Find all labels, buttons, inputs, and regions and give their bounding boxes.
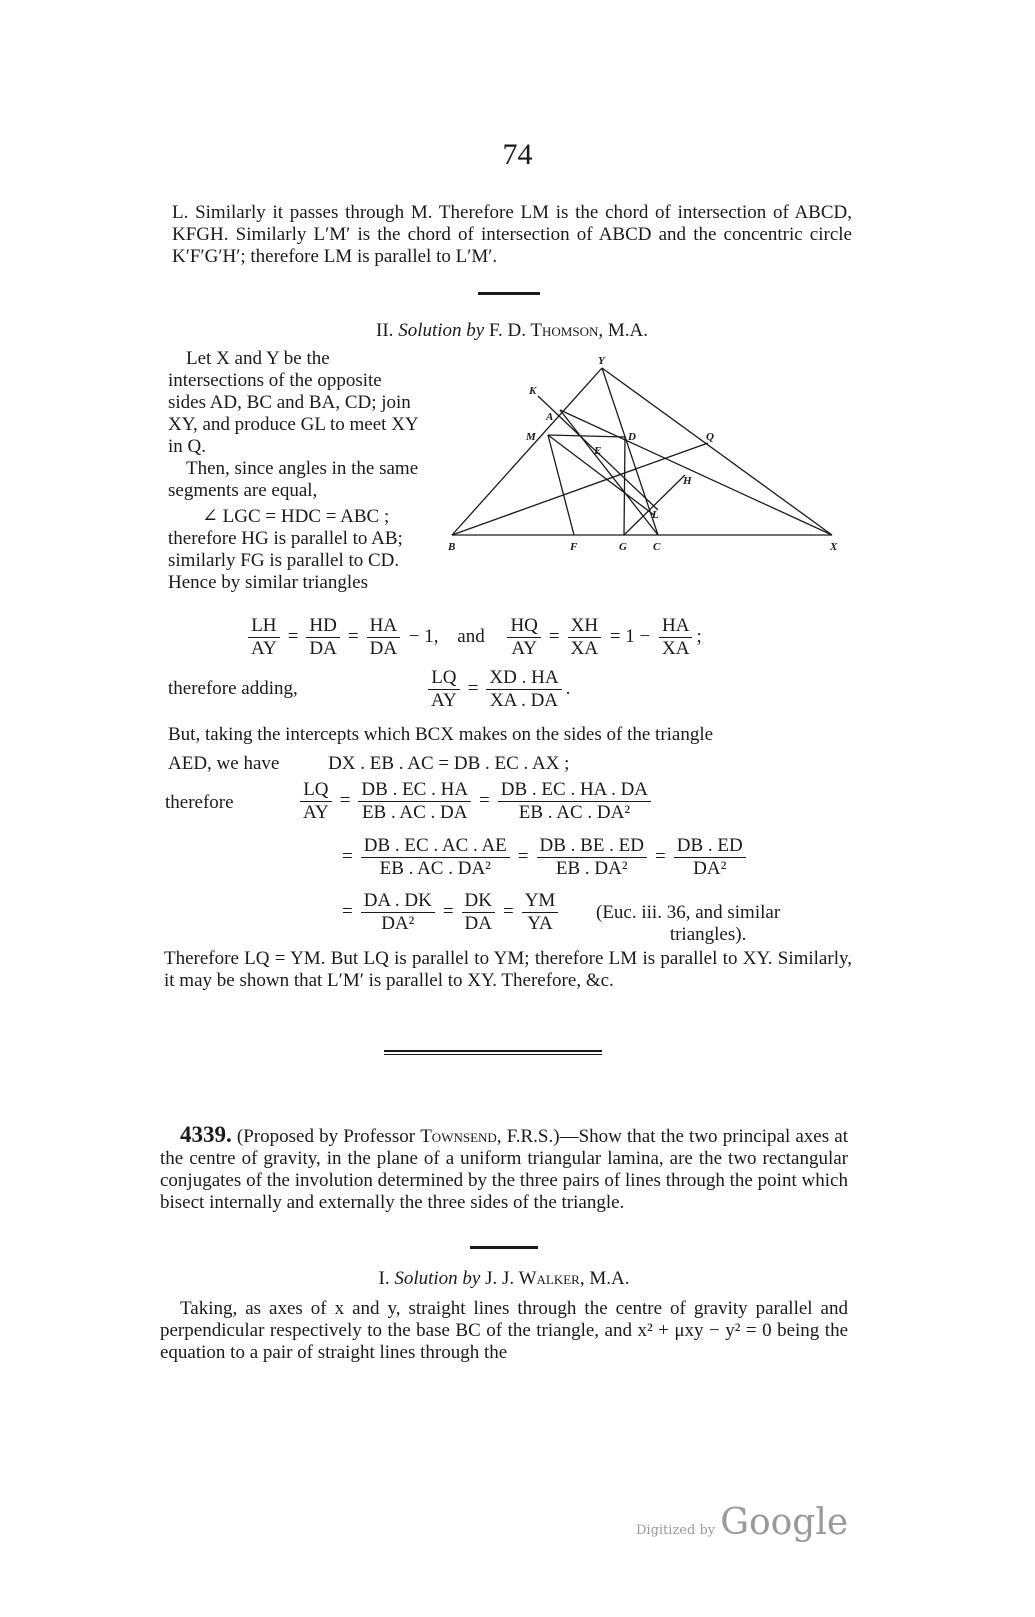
line-BY <box>452 368 602 535</box>
solution1-degree: M.A. <box>589 1268 630 1289</box>
section-rule <box>478 292 540 295</box>
eq1-t5d: XA <box>570 638 599 659</box>
eq2-ld: AY <box>431 690 457 711</box>
eq2-rd: XA . DA <box>489 690 559 711</box>
eq1-end: ; <box>696 625 702 647</box>
conclusion-paragraph: Therefore LQ = YM. But LQ is parallel to YM; therefore LM is parallel to XY. Similarly, it may be shown that L′M′ is parallel to XY. Therefore, &c. <box>164 948 852 991</box>
euclid-note-line1: (Euc. iii. 36, and similar <box>596 902 781 923</box>
left-col-p4: Hence by similar triangles <box>168 572 368 593</box>
double-rule <box>384 1050 602 1055</box>
problem-proposer: Townsend, <box>420 1126 502 1147</box>
euclid-note <box>596 902 780 946</box>
eq3-f-d: DA² <box>381 913 415 934</box>
label-Q: Q <box>706 431 714 443</box>
line-BQ <box>452 443 708 535</box>
label-A: A <box>546 411 554 423</box>
problem-4339 <box>160 1124 848 1214</box>
aed-lead: AED, we have <box>168 753 280 774</box>
eq3-e-d: DA² <box>693 858 727 879</box>
equation-2-lead: therefore adding, <box>168 678 298 699</box>
problem-number: 4339. <box>180 1122 232 1147</box>
left-col-p1: Let X and Y be the intersections of the opposite sides AD, BC and BA, CD; join XY, and produce GL to meet XY in Q. <box>168 348 418 457</box>
eq1-t4n: HQ <box>507 615 540 638</box>
eq1-t1n: LH <box>248 615 279 638</box>
solution-heading-1 <box>160 1268 848 1290</box>
equation-3-row2: = $\frac{DB . EC . AC . AE}{\text{EB . AC . DA²}}$ = $\frac{DB . BE . ED}{\text{EB . DA²}}$ = $\frac{DB . ED}{\text{DA²}}$ <box>338 835 750 880</box>
euclid-note-line2: triangles). <box>669 924 747 945</box>
line-AX <box>560 410 832 535</box>
solution-numeral: II. <box>376 320 394 341</box>
left-col-p3: therefore HG is parallel to AB; similarly FG is parallel to CD. <box>168 528 403 571</box>
label-K: K <box>529 385 537 397</box>
eq3-a-n: DB . EC . HA <box>358 779 471 802</box>
label-G: G <box>619 541 627 553</box>
line-DG <box>624 437 625 535</box>
eq1-t3n: HA <box>367 615 400 638</box>
problem-text-before: (Proposed by Professor <box>236 1126 416 1147</box>
label-E: E <box>594 445 602 457</box>
label-Y: Y <box>598 355 605 367</box>
solution-heading-2 <box>172 320 852 342</box>
eq3-h-d: YA <box>527 913 553 934</box>
intro-paragraph: L. Similarly it passes through M. Therefore LM is the chord of intersection of ABCD, KFGH. Similarly L′M′ is the chord of intersection of ABCD and the concentric circle K′F′G′H′; therefore LM is parallel to L′M′. <box>172 202 852 267</box>
eq3-h-n: YM <box>522 890 559 913</box>
eq3-c-n: DB . EC . AC . AE <box>361 835 510 858</box>
eq1-t2d: DA <box>309 638 337 659</box>
label-F: F <box>570 541 578 553</box>
eq3-ln: LQ <box>300 779 331 802</box>
line-MF <box>548 435 574 535</box>
label-H: H <box>683 475 692 487</box>
left-col-eq: ∠ LGC = HDC = ABC ; <box>202 506 390 527</box>
eq3-c-d: EB . AC . DA² <box>379 858 491 879</box>
eq1-t2n: HD <box>306 615 339 638</box>
label-L: L <box>652 509 659 521</box>
eq3-g-n: DK <box>462 890 495 913</box>
left-column <box>168 348 420 594</box>
eq2-ln: LQ <box>428 667 459 690</box>
eq1-t6d: XA <box>662 638 690 659</box>
equation-1: $\frac{LH}{AY}$ = $\frac{HD}{DA}$ = $\frac{HA}{DA}$ − 1, and $\frac{HQ}{AY}$ = $\frac{XH}{XA}$ = 1 − $\frac{HA}{XA}$ ; <box>244 615 702 660</box>
line-YX <box>602 368 832 535</box>
eq3-e-n: DB . ED <box>674 835 746 858</box>
eq3-b-n: DB . EC . HA . DA <box>498 779 651 802</box>
eq3-d-n: DB . BE . ED <box>537 835 648 858</box>
eq3-lead: therefore <box>165 792 234 813</box>
label-C: C <box>653 541 661 553</box>
solution1-label: Solution by <box>394 1268 481 1289</box>
eq2-rn: XD . HA <box>486 667 561 690</box>
eq1-t3d: DA <box>369 638 398 659</box>
label-M: M <box>526 431 536 443</box>
eq1-t1d: AY <box>251 638 277 659</box>
eq1-t5n: XH <box>568 615 601 638</box>
problem-text-after: F.R.S.)—Show that the two principal axes at the centre of gravity, in the plane of a uniform triangular lamina, are the two rectangular conjugates of the involution determined by the three pairs of lines through the point which bisect internally and externally the three sides of the triangle. <box>160 1126 849 1213</box>
eq3-ld: AY <box>303 802 329 823</box>
final-paragraph: Taking, as axes of x and y, straight lines through the centre of gravity parallel and perpendicular respectively to the base BC of the triangle, and x² + μxy − y² = 0 being the equation to a pair of straight lines through the <box>160 1298 848 1363</box>
eq3-g-d: DA <box>464 913 492 934</box>
eq3-d-d: EB . DA² <box>555 858 628 879</box>
solution1-author: J. J. Walker, <box>485 1268 585 1289</box>
line-MD <box>548 435 625 437</box>
eq1-t6n: HA <box>659 615 692 638</box>
solution1-numeral: I. <box>378 1268 390 1289</box>
solution-degree: M.A. <box>607 320 648 341</box>
eq1-and: and <box>457 625 485 647</box>
eq1-one-minus: = 1 − <box>609 625 651 647</box>
eq2-end: . <box>565 677 571 699</box>
paragraph-but: But, taking the intercepts which BCX makes on the sides of the triangle <box>168 724 714 745</box>
label-X: X <box>830 541 838 553</box>
solution-author: F. D. Thomson, <box>488 320 604 341</box>
equation-3-row1: $\frac{LQ}{AY}$ = $\frac{DB . EC . HA}{EB . AC . DA}$ = $\frac{DB . EC . HA . DA}{\text{EB . AC . DA²}}$ <box>296 779 655 824</box>
watermark <box>636 1502 848 1543</box>
watermark-brand: Google <box>720 1502 849 1543</box>
eq3-f-n: DA . DK <box>361 890 435 913</box>
eq1-minus-one: − 1, <box>408 625 439 647</box>
aed-line <box>168 753 569 775</box>
label-B: B <box>448 541 456 553</box>
equation-3-row3: = $\frac{DA . DK}{\text{DA²}}$ = $\frac{DK}{DA}$ = $\frac{YM}{YA}$ <box>338 890 562 935</box>
eq1-t4d: AY <box>511 638 538 659</box>
solution-label: Solution by <box>398 320 485 341</box>
page-number: 74 <box>502 138 533 171</box>
geometry-figure <box>440 350 850 560</box>
equation-2: $\frac{LQ}{AY}$ = $\frac{XD . HA}{XA . DA}$ . <box>424 667 570 712</box>
left-col-p2: Then, since angles in the same segments are equal, <box>168 458 419 501</box>
aed-eq: DX . EB . AC = DB . EC . AX ; <box>328 753 570 774</box>
section-rule-2 <box>470 1246 538 1249</box>
label-D: D <box>628 431 636 443</box>
eq3-b-d: EB . AC . DA² <box>518 802 631 823</box>
eq3-a-d: EB . AC . DA <box>361 802 468 823</box>
watermark-digitized: Digitized by <box>636 1523 716 1538</box>
